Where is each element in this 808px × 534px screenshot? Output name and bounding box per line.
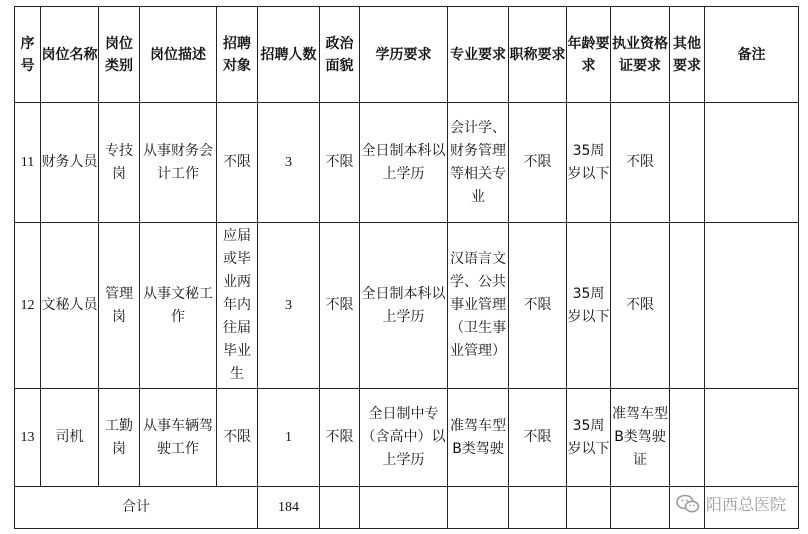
cell-empty [509, 487, 567, 529]
header-seq: 序号 [15, 7, 41, 103]
cell-post-desc: 从事车辆驾驶工作 [140, 389, 217, 487]
cell-post-desc: 从事文秘工作 [140, 223, 217, 389]
cell-empty [448, 487, 509, 529]
cell-cert: 不限 [611, 223, 670, 389]
table-row [15, 223, 799, 389]
header-target: 招聘对象 [217, 7, 258, 103]
watermark-text: 阳西总医院 [705, 495, 786, 514]
cell-target: 应届或毕业两年内往届毕业生 [217, 223, 258, 389]
cell-empty [320, 487, 360, 529]
header-cert: 执业资格证要求 [611, 7, 670, 103]
cell-post-type: 工勤岗 [99, 389, 140, 487]
cell-remark [705, 223, 799, 389]
cell-post-type: 专技岗 [99, 103, 140, 223]
cell-cert: 准驾车型B类驾驶证 [611, 389, 670, 487]
cell-post-type: 管理岗 [99, 223, 140, 389]
cell-education: 全日制本科以上学历 [360, 223, 448, 389]
cell-other [670, 389, 705, 487]
cell-empty [567, 487, 611, 529]
cell-politics: 不限 [320, 389, 360, 487]
cell-post-name: 司机 [41, 389, 99, 487]
cell-post-name: 文秘人员 [41, 223, 99, 389]
cell-other [670, 223, 705, 389]
cell-title-req: 不限 [509, 389, 567, 487]
cell-education: 全日制本科以上学历 [360, 103, 448, 223]
header-post-type: 岗位类别 [99, 7, 140, 103]
cell-seq: 12 [15, 223, 41, 389]
cell-count: 3 [258, 103, 320, 223]
cell-age: 35周岁以下 [567, 223, 611, 389]
watermark [676, 492, 786, 515]
cell-major: 汉语言文学、公共事业管理（卫生事业管理） [448, 223, 509, 389]
cell-post-desc: 从事财务会计工作 [140, 103, 217, 223]
header-remark: 备注 [705, 7, 799, 103]
cell-title-req: 不限 [509, 103, 567, 223]
header-row [15, 7, 799, 103]
total-count: 184 [258, 487, 320, 529]
header-post-name: 岗位名称 [41, 7, 99, 103]
cell-empty [360, 487, 448, 529]
header-post-desc: 岗位描述 [140, 7, 217, 103]
cell-seq: 11 [15, 103, 41, 223]
cell-remark [705, 389, 799, 487]
cell-target: 不限 [217, 389, 258, 487]
header-title-req: 职称要求 [509, 7, 567, 103]
header-count: 招聘人数 [258, 7, 320, 103]
cell-major: 会计学、财务管理等相关专业 [448, 103, 509, 223]
cell-politics: 不限 [320, 103, 360, 223]
wechat-icon [676, 494, 700, 514]
table-row [15, 103, 799, 223]
header-politics: 政治面貌 [320, 7, 360, 103]
cell-cert: 不限 [611, 103, 670, 223]
cell-count: 3 [258, 223, 320, 389]
cell-remark [705, 103, 799, 223]
cell-count: 1 [258, 389, 320, 487]
recruitment-table [14, 6, 799, 529]
cell-post-name: 财务人员 [41, 103, 99, 223]
table-row [15, 389, 799, 487]
cell-title-req: 不限 [509, 223, 567, 389]
cell-politics: 不限 [320, 223, 360, 389]
total-label: 合计 [15, 487, 258, 529]
cell-target: 不限 [217, 103, 258, 223]
cell-seq: 13 [15, 389, 41, 487]
cell-age: 35周岁以下 [567, 389, 611, 487]
cell-other [670, 103, 705, 223]
header-age: 年龄要求 [567, 7, 611, 103]
header-major: 专业要求 [448, 7, 509, 103]
cell-empty [611, 487, 670, 529]
cell-major: 准驾车型B类驾驶 [448, 389, 509, 487]
cell-age: 35周岁以下 [567, 103, 611, 223]
cell-education: 全日制中专（含高中）以上学历 [360, 389, 448, 487]
header-education: 学历要求 [360, 7, 448, 103]
header-other: 其他要求 [670, 7, 705, 103]
